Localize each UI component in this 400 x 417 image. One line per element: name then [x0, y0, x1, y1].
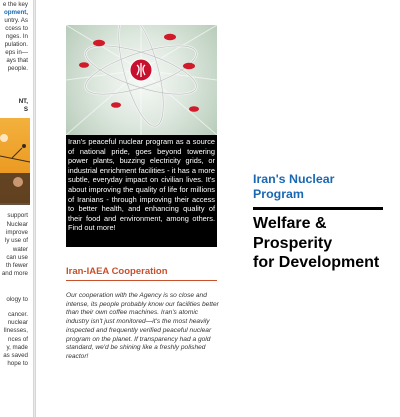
- fragment-line: water: [12, 246, 28, 253]
- fragment-line: as saved: [3, 352, 28, 359]
- fragment-line: ology to: [6, 296, 28, 303]
- hero-atom-image: [66, 25, 217, 135]
- fragment-line: NT,: [18, 98, 28, 105]
- program-title: [253, 172, 334, 202]
- fragment-line: can use: [6, 254, 28, 261]
- cooperation-heading: Iran-IAEA Cooperation: [66, 266, 168, 277]
- fragment-line: Nuclear: [6, 221, 28, 228]
- fragment-line: ays that: [6, 57, 28, 64]
- fragment-line: nges. In: [5, 33, 28, 40]
- fragment-line: eps in—: [5, 49, 28, 56]
- fragment-line: support: [7, 212, 28, 219]
- fragment-line: cancer.: [8, 311, 28, 318]
- fragment-line: S: [23, 106, 28, 113]
- previous-page-fragment: [0, 0, 30, 417]
- fragment-line: hope to: [7, 360, 28, 367]
- fragment-line: th fewer: [5, 262, 28, 269]
- fragment-line: e the key: [2, 1, 28, 8]
- cooperation-divider: [66, 280, 217, 281]
- atom-emblem-icon: [66, 25, 217, 135]
- fragment-line: opment,: [3, 9, 28, 16]
- subtitle-line: Welfare &: [253, 215, 327, 232]
- fragment-line: ly use of: [4, 237, 28, 244]
- fragment-line: ccess to: [5, 25, 28, 32]
- fragment-line: improve: [5, 229, 28, 236]
- fragment-line: untry. As: [4, 17, 28, 24]
- illustration-figure: [0, 118, 30, 208]
- title-divider: [253, 207, 383, 210]
- fragment-line: nuclear: [7, 319, 28, 326]
- fragment-line: llnesses,: [3, 327, 28, 334]
- page-fold: [33, 0, 36, 417]
- program-title-line: Iran's Nuclear: [253, 172, 335, 186]
- cooperation-quote: Our cooperation with the Agency is so close and intense, its people probably know our facilities better than their own coffee machines. Iran's atomic industry isn't just monitored—it's the most heavily inspected and frequently verified peaceful nuclear program on the planet. If transparency had a gold standard, we'd be shining like a freshly polished reactor!: [66, 292, 219, 360]
- subtitle-line: Prosperity: [253, 234, 333, 252]
- program-title-line: Program: [253, 187, 304, 201]
- fragment-line: nces of: [8, 336, 28, 343]
- subtitle-line: for Development: [253, 254, 380, 271]
- fragment-line: people.: [7, 65, 28, 72]
- intro-text-block: Iran's peaceful nuclear program as a source of national pride, goes beyond towering power plants, buzzing electricity grids, or industrial enrichment facilities - it has a more subtle, everyday impact on civilian lives. It's about improving the quality of life for millions of Iranians - through improving their access to better health, and enhancing quality of their food and environment, among others. Find out more!: [66, 135, 217, 247]
- fragment-line: y, made: [6, 344, 28, 351]
- fragment-line: and more: [1, 270, 28, 277]
- program-subtitle: [253, 214, 379, 273]
- fragment-line: pulation.: [4, 41, 28, 48]
